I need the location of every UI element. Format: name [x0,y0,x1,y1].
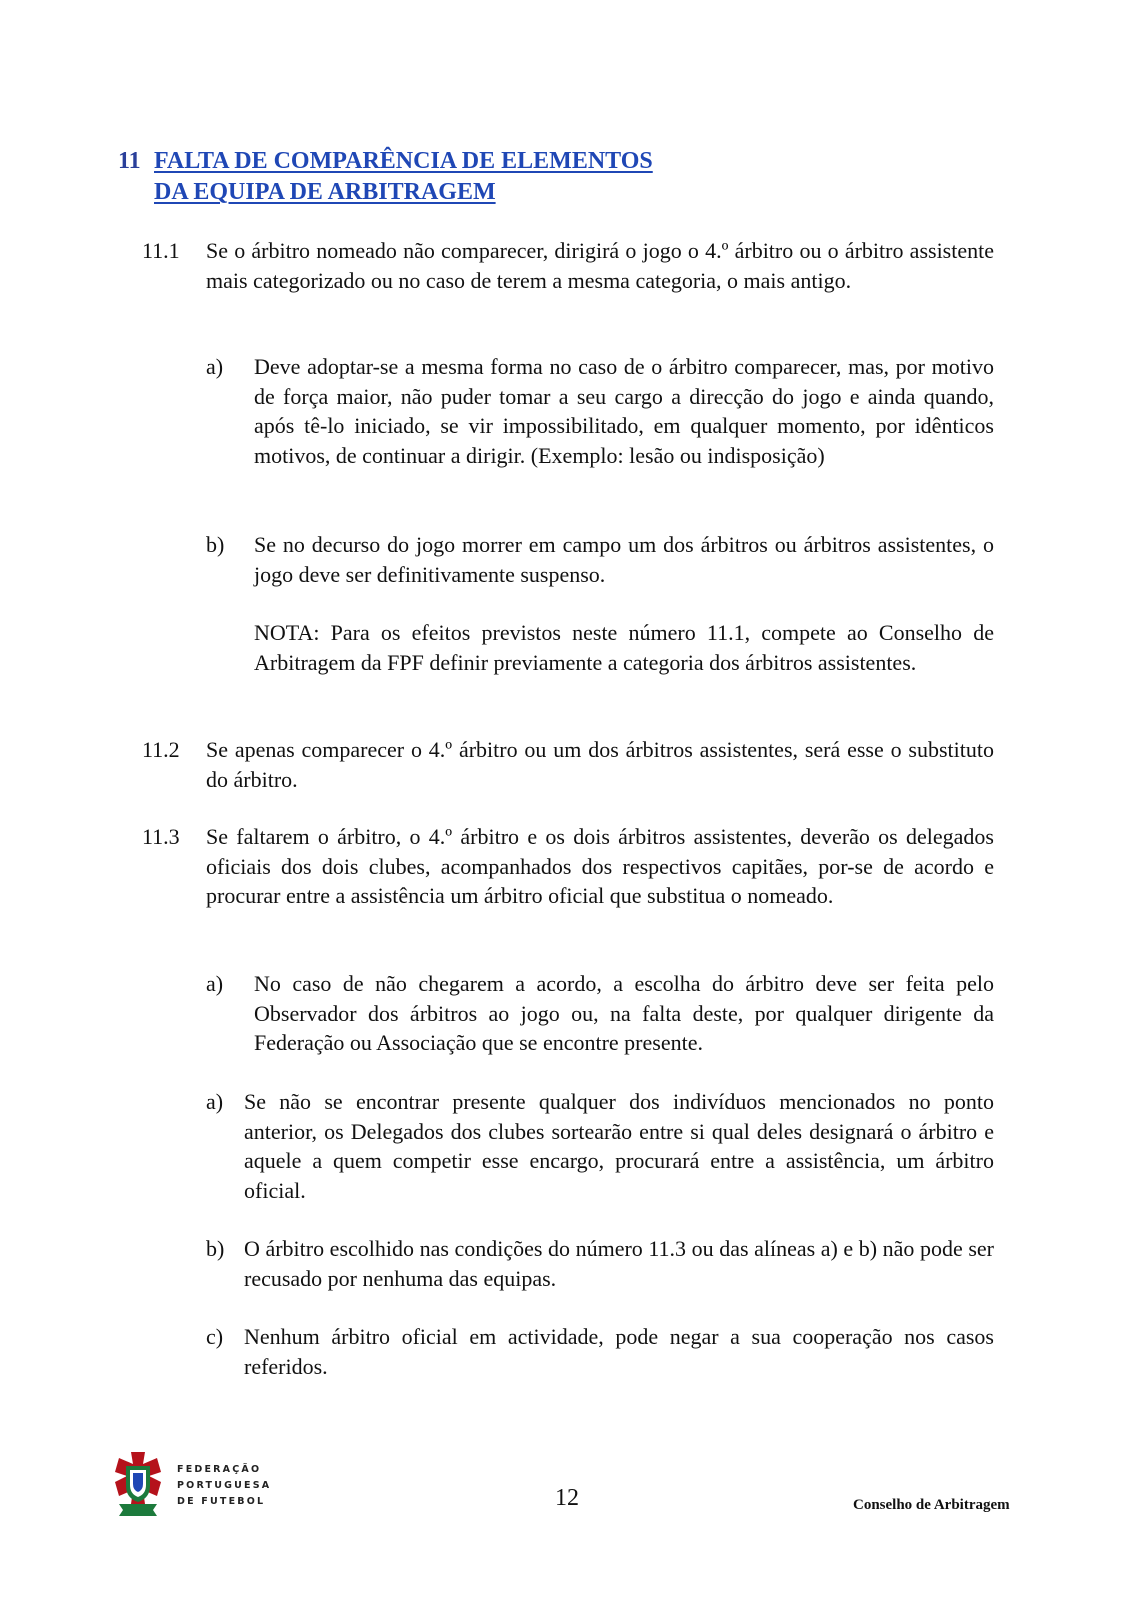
section-heading [118,146,653,208]
clause-11-3-b-text: O árbitro escolhido nas condições do número 11.3 ou das alíneas a) e b) não pode ser recusado por nenhuma das equipas. [244,1236,994,1291]
clause-11-3-c-text: Nenhum árbitro oficial em actividade, pode negar a sua cooperação nos casos referidos. [244,1324,994,1379]
fpf-crest-icon [113,1452,163,1516]
page-number: 12 [555,1485,579,1511]
section-number: 11 [118,148,141,174]
federation-name-line-2: PORTUGUESA [177,1480,272,1491]
section-title-line-1: FALTA DE COMPARÊNCIA DE ELEMENTOS [154,148,653,174]
clause-11-1-a-text: Deve adoptar-se a mesma forma no caso de o árbitro comparecer, mas, por motivo de força maior, não puder tomar a seu cargo a direcção do jogo e ainda quando, após tê-lo iniciado, se vir impossibilitado, em qualquer momento, por idênticos motivos, de continuar a dirigir. (Exemplo: lesão ou indisposição) [254,354,994,468]
section-title-line-2: DA EQUIPA DE ARBITRAGEM [154,179,496,205]
federation-name-line-1: FEDERAÇÃO [177,1464,262,1475]
clause-11-2-label: 11.2 [142,737,180,762]
clause-11-1-a-label: a) [206,354,224,379]
clause-11-1-text: Se o árbitro nomeado não comparecer, dirigirá o jogo o 4.º árbitro ou o árbitro assistente mais categorizado ou no caso de terem a mesma categoria, o mais antigo. [206,238,994,293]
federation-name [177,1462,271,1510]
footer-right-text: Conselho de Arbitragem [853,1497,1010,1513]
clause-11-3-a2-label: a) [206,1089,224,1114]
clause-11-3-c-label: c) [206,1324,224,1349]
clause-11-1-b-text: Se no decurso do jogo morrer em campo um dos árbitros ou árbitros assistentes, o jogo deve ser definitivamente suspenso. [254,532,994,587]
federation-name-line-3: DE FUTEBOL [177,1496,266,1507]
clause-11-2-text: Se apenas comparecer o 4.º árbitro ou um dos árbitros assistentes, será esse o substituto do árbitro. [206,737,994,792]
clause-11-3-a-text: No caso de não chegarem a acordo, a escolha do árbitro deve ser feita pelo Observador dos árbitros ao jogo ou, na falta deste, por qualquer dirigente da Federação ou Associação que se encontre presente. [254,971,994,1055]
clause-11-3-label: 11.3 [142,824,180,849]
clause-11-3-a-label: a) [206,971,224,996]
fpf-logo [113,1452,163,1521]
clause-11-1-nota: NOTA: Para os efeitos previstos neste número 11.1, compete ao Conselho de Arbitragem da FPF definir previamente a categoria dos árbitros assistentes. [254,620,994,675]
clause-11-1-b-label: b) [206,532,225,557]
clause-11-3-b-label: b) [206,1236,225,1261]
clause-11-3-text: Se faltarem o árbitro, o 4.º árbitro e os dois árbitros assistentes, deverão os delegados oficiais dos dois clubes, acompanhados dos respectivos capitães, por-se de acordo e procurar entre a assistência um árbitro oficial que substitua o nomeado. [206,824,994,908]
clause-11-3-a2-text: Se não se encontrar presente qualquer dos indivíduos mencionados no ponto anterior, os Delegados dos clubes sortearão entre si qual deles designará o árbitro e aquele a quem competir esse encargo, procurará entre a assistência, um árbitro oficial. [244,1089,994,1203]
clause-11-1-label: 11.1 [142,238,180,263]
